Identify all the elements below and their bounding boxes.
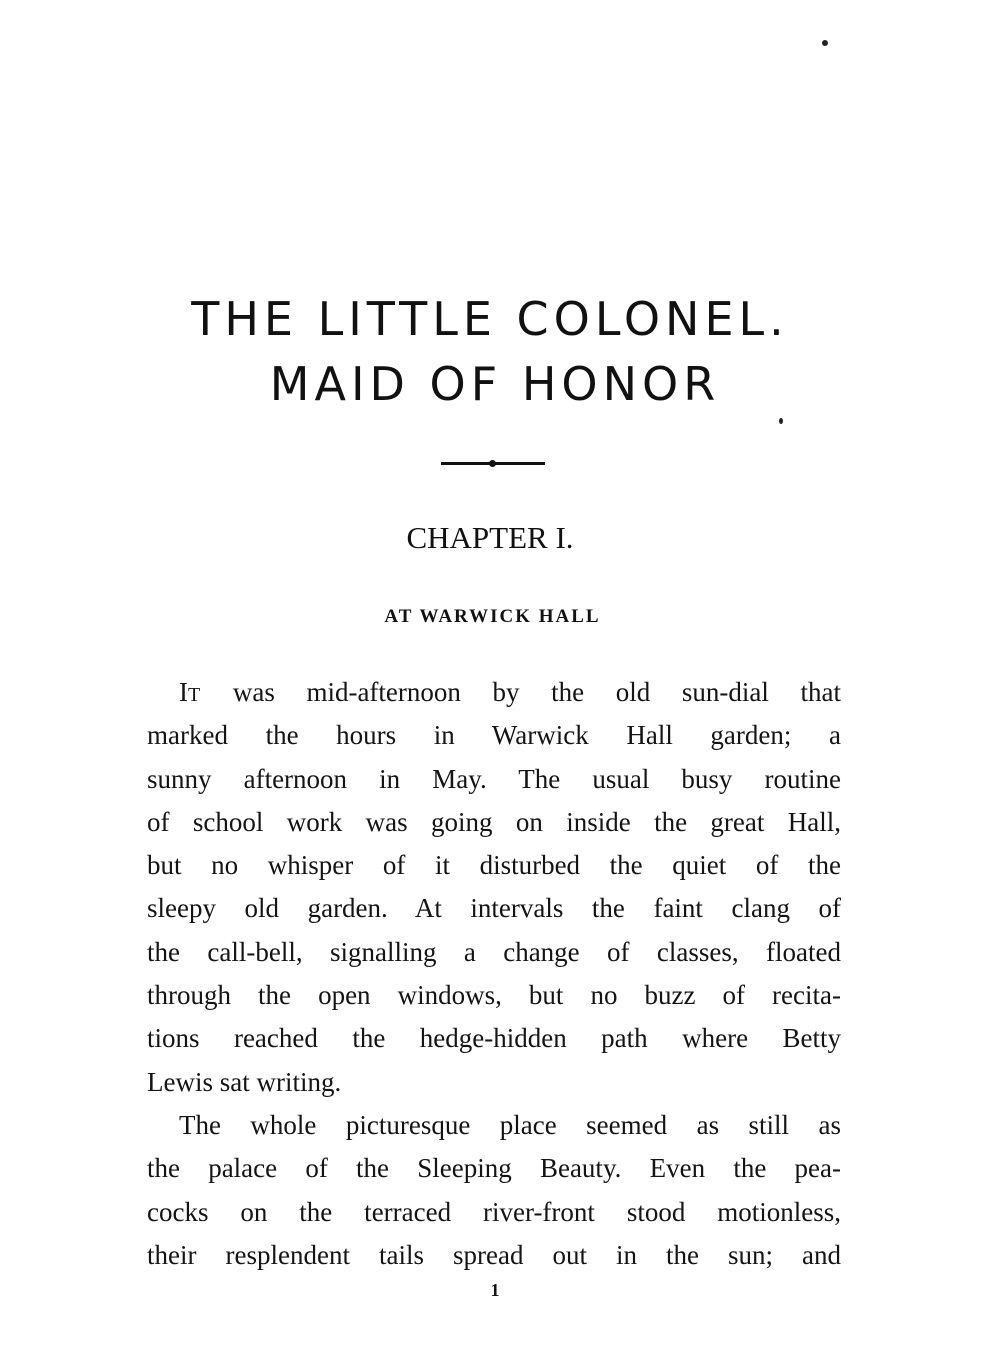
scan-speck — [779, 418, 783, 424]
title-rule-dot — [489, 460, 496, 467]
paragraph-2 — [147, 1104, 841, 1277]
chapter-heading: CHAPTER I. — [406, 520, 574, 555]
text-line: their resplendent tails spread out in the sun; and — [147, 1239, 841, 1270]
text-line: cocks on the terraced river-front stood motionless, — [147, 1196, 841, 1227]
text-line: through the open windows, but no buzz of recita- — [147, 980, 841, 1011]
scan-speck — [822, 40, 828, 46]
text-line: sunny afternoon in May. The usual busy routine — [147, 763, 841, 794]
chapter-subtitle: AT WARWICK HALL — [384, 606, 601, 627]
book-title-line-2: MAID OF HONOR — [269, 357, 721, 411]
text-line — [147, 671, 841, 714]
book-title-line-1: THE LITTLE COLONEL. — [191, 292, 789, 346]
text-line: but no whisper of it disturbed the quiet of the — [147, 850, 841, 881]
body-text — [147, 671, 841, 1277]
text-line: the call-bell, signalling a change of classes, floated — [147, 936, 841, 967]
text-line-rest: was mid-afternoon by the old sun-dial that — [201, 677, 841, 707]
text-line: The whole picturesque place seemed as still as — [179, 1109, 841, 1140]
text-line: Lewis sat writing. — [147, 1066, 342, 1097]
text-line: tions reached the hedge-hidden path where Betty — [147, 1023, 841, 1054]
text-line: the palace of the Sleeping Beauty. Even the pea- — [147, 1153, 841, 1184]
drop-initial: I — [179, 677, 188, 707]
paragraph-1 — [147, 671, 841, 1104]
text-line: of school work was going on inside the great Hall, — [147, 806, 841, 837]
small-cap-letter: T — [188, 684, 202, 706]
text-line: marked the hours in Warwick Hall garden; a — [147, 720, 841, 751]
text-line: sleepy old garden. At intervals the faint clang of — [147, 893, 841, 924]
page-number: 1 — [490, 1280, 500, 1300]
